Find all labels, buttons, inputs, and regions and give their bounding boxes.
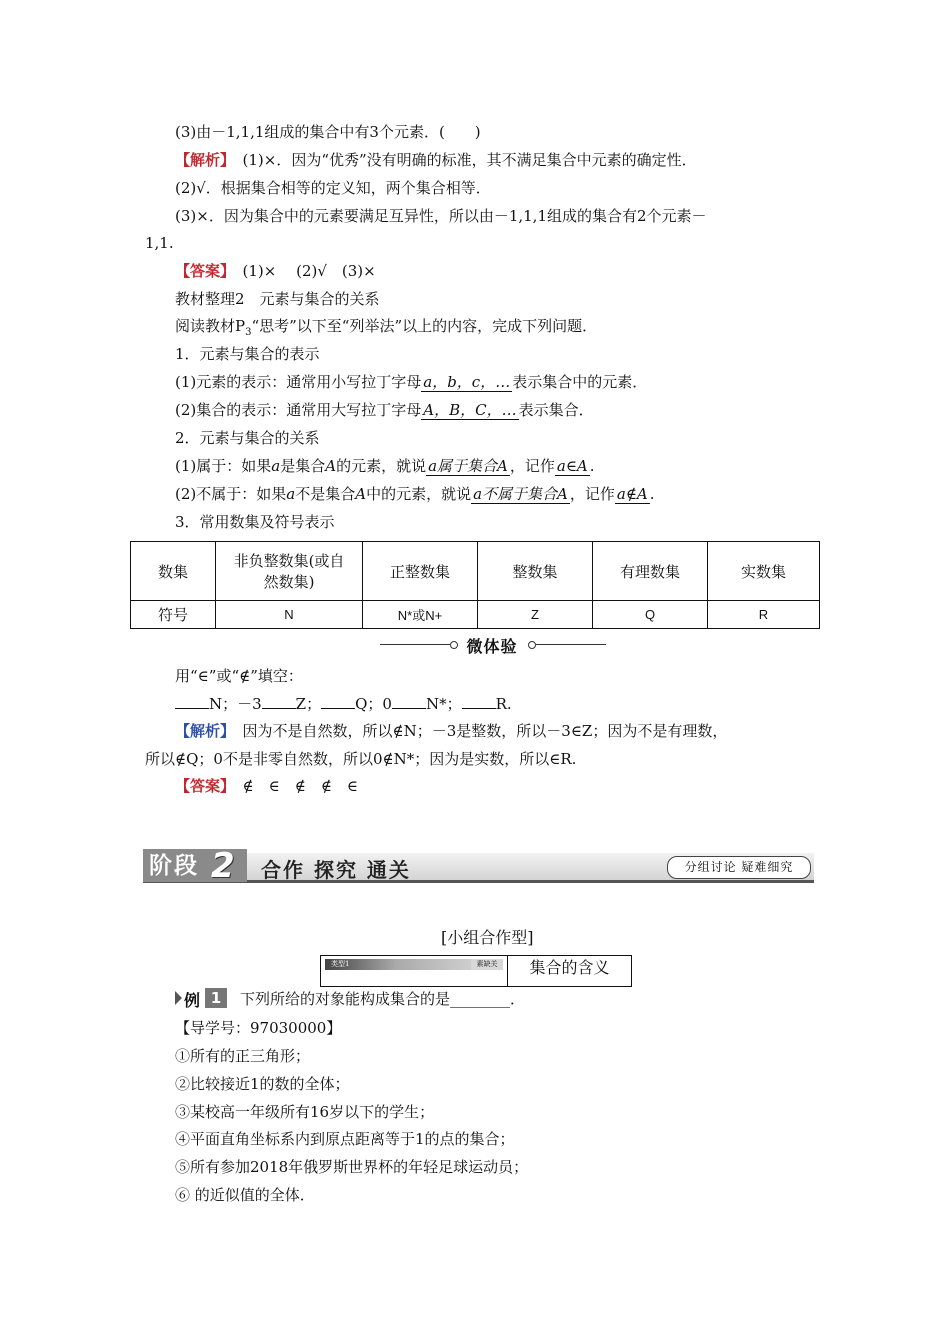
reading-instruction [175,316,597,343]
divider-rule-right [536,644,606,645]
s2a-pre: (1)属于：如果 [175,457,272,475]
question-3: (3)由－1,1,1组成的集合中有3个元素．( ) [175,123,481,141]
not-belongs-line [175,484,655,504]
example-number: 1 [205,988,227,1008]
jiexi2-line-2: 所以∉Q；0不是非零自然数，所以0∉N*；因为是实数，所以∈R. [145,750,577,768]
daan2-text: ∉ ∈ ∉ ∉ ∈ [227,777,359,795]
example-badge [175,988,229,1008]
jiexi2-text: 因为不是自然数，所以∉N；－3是整数，所以－3∈Z；因为不是有理数， [227,722,728,740]
table-cell: R [708,601,820,629]
daan2-line [175,776,358,796]
option-item: ①所有的正三角形； [175,1047,311,1065]
table-cell: Q [593,601,708,629]
table-header-cell: 正整数集 [363,542,478,601]
jiexi-line-1 [175,150,697,170]
table-row [131,601,820,629]
daan-label: 【答案】 [175,262,228,280]
daan2-label: 【答案】 [175,777,228,795]
table-header-row [131,542,820,601]
table-header-cell: 整数集 [478,542,593,601]
divider-dot-right [528,641,536,649]
s2a-a: a [271,457,281,475]
s2b-mid: 不是集合 [295,485,356,503]
s2a-A: A [325,457,337,475]
stage-tag: 阶段 [143,849,247,882]
s2b-mid2: 中的元素，就说 [366,485,472,503]
s2a-notation: a∈A [556,457,588,475]
subsection-2: 2．元素与集合的关系 [175,429,320,447]
s2b-mid3: ，记作 [569,485,615,503]
s2b-end: . [649,485,655,503]
option-item: ②比较接近1的数的全体； [175,1075,350,1093]
jiexi-line-4: 1,1. [145,234,174,252]
s2a-answer: a属于集合A [428,457,508,475]
jiexi-line-3: (3)×．因为集合中的元素要满足互异性，所以由－1,1,1组成的集合有2个元素－ [175,207,707,225]
stage-title: 合作 探究 通关 [261,858,411,882]
example-stem: 下列所给的对象能构成集合的是________． [240,990,526,1008]
read-post: “思考”以下至“列举法”以上的内容，完成下列问题． [251,317,598,335]
s2b-a: a [286,485,296,503]
type-box [320,955,632,987]
stage-number: 2 [211,846,235,886]
stage-banner [143,846,814,886]
example-word: 例 [184,991,201,1010]
option-item: ⑤所有参加2018年俄罗斯世界杯的年轻足球运动员； [175,1158,529,1176]
set-representation [175,400,594,420]
subsection-1: 1．元素与集合的表示 [175,345,320,363]
read-sub: 3 [245,327,252,338]
s2b-A: A [355,485,367,503]
belongs-line [175,456,595,476]
jiexi2-label: 【解析】 [175,722,228,740]
header-line-2: 然数集) [263,573,315,591]
fill-blank[interactable] [175,694,209,709]
jiexi-label: 【解析】 [175,151,228,169]
divider-rule-left [380,644,450,645]
type-name: 集合的含义 [507,956,631,986]
read-pre: 阅读教材P [175,317,246,335]
s2b-notation: a∉A [616,485,648,503]
type-strip-label: 类型1 [331,960,350,968]
table-cell: N*或N+ [363,601,478,629]
element-representation [175,372,647,392]
s2b-pre: (2)不属于：如果 [175,485,287,503]
header-line-1: 非负整数集(或自 [233,552,345,570]
daan-text: (1)× (2)√ (3)× [227,262,376,280]
fill-blank[interactable] [392,694,426,709]
type-strip-tag: 素缺关 [471,959,503,970]
s2a-mid: 是集合 [280,457,326,475]
s1a-post: 表示集合中的元素． [512,373,648,391]
s2a-mid3: ，记作 [509,457,555,475]
daan-line-1 [175,261,376,281]
s2b-answer: a不属于集合A [473,485,568,503]
table-header-cell: 实数集 [708,542,820,601]
subsection-3: 3．常用数集及符号表示 [175,513,335,531]
fill-instruction: 用“∈”或“∉”填空： [175,667,303,685]
s1b-answer: A，B，C，… [423,401,517,419]
fill-blank[interactable] [321,694,355,709]
s1a-answer: a，b，c，… [423,373,511,391]
s1b-pre: (2)集合的表示：通常用大写拉丁字母 [175,401,422,419]
table-row-label: 符号 [131,601,216,629]
fill-part: N；－3 [209,695,262,713]
table-header-cell [216,542,363,601]
number-set-table [130,541,820,629]
option-item: ④平面直角坐标系内到原点距离等于1的点的集合； [175,1130,515,1148]
fill-part: N*； [425,695,462,713]
section-title: 教材整理2 元素与集合的关系 [175,290,380,308]
arrow-icon [175,991,182,1005]
option-item: ③某校高一年级所有16岁以下的学生； [175,1103,435,1121]
fill-line [175,694,512,714]
table-header-cell: 有理数集 [593,542,708,601]
wty-title: 微体验 [466,637,518,656]
fill-part: R. [495,695,512,713]
stage-pill: 分组讨论 疑难细究 [667,856,811,879]
s1b-post: 表示集合． [518,401,594,419]
fill-blank[interactable] [262,694,296,709]
s2a-mid2: 的元素，就说 [336,457,427,475]
wty-divider [380,634,606,656]
s2a-end: . [589,457,595,475]
s1a-pre: (1)元素的表示：通常用小写拉丁字母 [175,373,422,391]
option-item: ⑥ 的近似值的全体． [175,1186,315,1204]
divider-dot-left [450,641,458,649]
table-cell: Z [478,601,593,629]
fill-blank[interactable] [462,694,496,709]
fill-part: Q；0 [355,695,392,713]
group-label: [小组合作型] [441,928,534,947]
jiexi2-line-1 [175,721,727,741]
fill-part: Z； [295,695,322,713]
jiexi-line-2: (2)√．根据集合相等的定义知，两个集合相等． [175,179,491,197]
guide-number: 【导学号：97030000】 [175,1019,342,1037]
table-cell: N [216,601,363,629]
jiexi-text: (1)×．因为“优秀”没有明确的标准，其不满足集合中元素的确定性． [227,151,697,169]
table-header-cell: 数集 [131,542,216,601]
